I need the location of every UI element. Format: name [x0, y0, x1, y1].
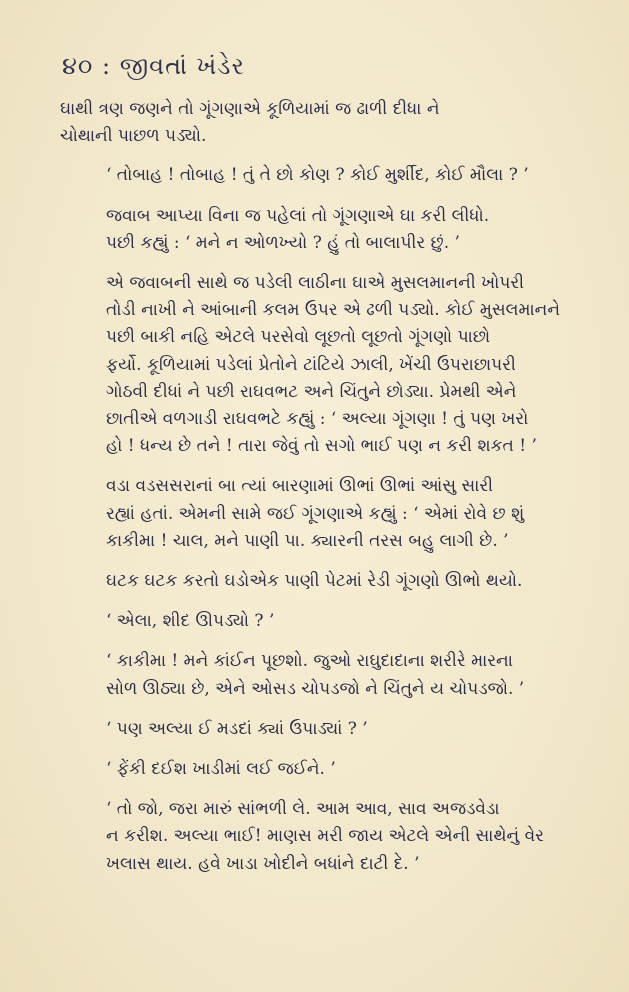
text-line: ફર્યો. કૂળિયામાં પડેલાં પ્રેતોને ટાંટિયે ઝાલી, ખેંચી ઉપરાછાપરી: [106, 354, 516, 375]
paragraph: [60, 716, 580, 743]
paragraph: [60, 203, 580, 257]
text-line: ‘ ફેંકી દઈશ ખાડીમાં લઈ જઈને. ’: [106, 759, 336, 780]
chapter-title: જીવતાં ખંડેર: [119, 52, 245, 80]
text-line: ઘટક ઘટક કરતો ઘડોએક પાણી પેટમાં રેડી ગૂંગણો ઊભો થયો.: [106, 571, 523, 592]
text-line: ‘ તોબાહ ! તોબાહ ! તું તે છો કોણ ? કોઈ મુર્શીદ, કોઈ મૌલા ? ’: [106, 165, 529, 186]
paragraph: [60, 473, 580, 555]
paragraph: [60, 756, 580, 783]
paragraph: [60, 96, 580, 150]
paragraph: [60, 568, 580, 595]
text-line: એ જવાબની સાથે જ પડેલી લાઠીના ઘાએ મુસલમાનની ખોપરી: [106, 273, 525, 294]
text-line: ખલાસ થાય. હવે ખાડા ખોદીને બધાંને દાટી દે. ’: [106, 853, 420, 874]
paragraph: [60, 270, 580, 460]
text-line: ‘ પણ અલ્યા ઈ મડદાં ક્યાં ઉપાડ્યાં ? ’: [106, 718, 368, 739]
text-line: છાતીએ વળગાડી રાઘવભટે કહ્યું : ‘ અલ્યા ગૂંગણા ! તું પણ ખરો: [106, 409, 529, 430]
page-header: [62, 52, 245, 80]
paragraph: [60, 796, 580, 878]
text-line: ગોઠવી દીધાં ને પછી રાઘવભટ અને ચિંતુને છોડ્યા. પ્રેમથી એને: [106, 381, 517, 402]
text-line: ‘ એલા, શીદ ઊપડ્યો ? ’: [106, 611, 275, 632]
text-line: રહ્યાં હતાં. એમની સામે જઈ ગૂંગણાએ કહ્યું : ‘ એમાં રોવે છ શું: [106, 503, 525, 524]
text-line: હો ! ધન્ય છે તને ! તારા જેવું તો સગો ભાઈ પણ ન કરી શકત ! ’: [106, 436, 537, 457]
text-line: ‘ કાકીમા ! મને કાંઈન પૂછશો. જુઓ રાઘુદાદાના શરીરે મારના: [106, 651, 513, 672]
text-line: તોડી નાખી ને આંબાની કલમ ઉપર એ ઢળી પડ્યો. કોઈ મુસલમાનને: [106, 300, 560, 321]
text-line: સોળ ઊઠ્યા છે, એને ઓસડ ચોપડજો ને ચિંતુને ય ચોપડજો. ’: [106, 678, 525, 699]
text-line: વડા વડસસરાનાં બા ત્યાં બારણામાં ઊભાં ઊભાં આંસુ સારી: [106, 476, 494, 497]
paragraph: [60, 162, 580, 189]
text-line: ‘ તો જો, જરા મારું સાંભળી લે. આમ આવ, સાવ અજડવેડા: [106, 799, 500, 820]
paragraph: [60, 608, 580, 635]
text-line: પછી બાકી નહિ એટલે પરસેવો લૂછતો લૂછતો ગૂંગણો પાછો: [106, 327, 491, 348]
header-separator: :: [101, 52, 112, 80]
text-line: જવાબ આપ્યા વિના જ પહેલાં તો ગૂંગણાએ ઘા કરી લીધો.: [106, 205, 490, 226]
text-line: ન કરીશ. અલ્યા ભાઈ! માણસ મરી જાય એટલે એની સાથેનું વેર: [106, 826, 544, 847]
body-text: [60, 96, 580, 891]
paragraph: [60, 648, 580, 702]
text-line: કાકીમા ! ચાલ, મને પાણી પા. ક્યારની તરસ બહુ લાગી છે. ’: [106, 530, 509, 551]
text-line: ચોથાની પાછળ પડ્યો.: [60, 126, 207, 147]
page-number: ૪૦: [62, 52, 94, 80]
text-line: પછી કહ્યું : ‘ મને ન ઓળખ્યો ? હું તો બાલાપીર છું. ’: [106, 232, 460, 253]
text-line: ઘાથી ત્રણ જણને તો ગૂંગણાએ કૂળિયામાં જ ઢાળી દીધા ને: [60, 99, 440, 119]
